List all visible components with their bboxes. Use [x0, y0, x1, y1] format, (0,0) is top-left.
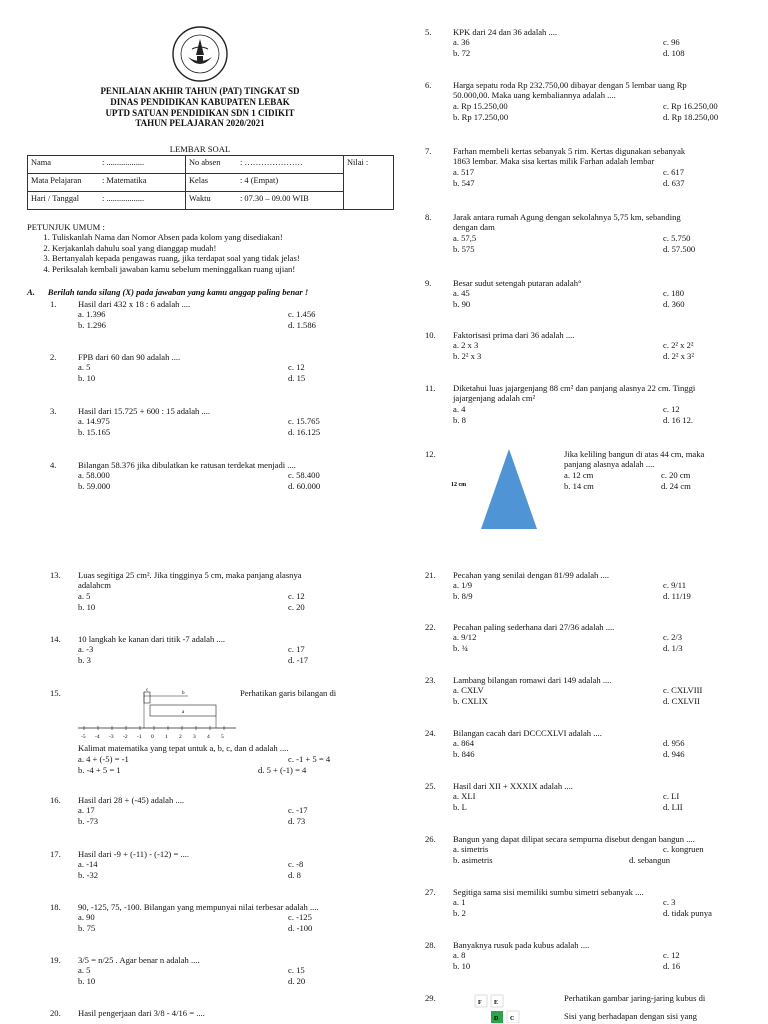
option-d[interactable]: c. 20: [288, 601, 305, 612]
number-line-tick-label: -3: [109, 734, 114, 740]
option-c[interactable]: c. 17: [288, 644, 305, 655]
option-a[interactable]: a. 5: [78, 590, 91, 601]
question-text: Farhan membeli kertas sebanyak 5 rim. Kertas digunakan sebanyak: [453, 146, 686, 156]
isosceles-triangle: [481, 449, 537, 529]
field-absen[interactable]: : …………………: [237, 156, 344, 174]
option-c[interactable]: d. 956: [663, 738, 685, 749]
question-number: 21.: [425, 570, 436, 580]
option-c[interactable]: c. 12: [663, 950, 680, 961]
question-number: 24.: [425, 728, 436, 738]
question-23: [425, 675, 755, 707]
question-text: Pecahan yang senilai dengan 81/99 adalah ....: [453, 570, 610, 580]
question-text-cont: 1863 lembar. Maka sisa kertas milik Farhan adalah lembar: [453, 156, 655, 167]
header-line-1: PENILAIAN AKHIR TAHUN (PAT) TINGKAT SD: [100, 86, 300, 96]
option-a[interactable]: a. Rp 15.250,00: [453, 100, 508, 111]
net-label-d: D: [494, 1016, 499, 1022]
instruction-item: 1. Tuliskanlah Nama dan Nomor Absen pada kolom yang disediakan!: [52, 232, 387, 242]
question-11: [425, 383, 755, 426]
option-b[interactable]: b. -4 + 5 = 1: [78, 765, 121, 775]
option-b[interactable]: b. ¾: [453, 643, 469, 654]
question-4: [50, 460, 380, 492]
question-24: [425, 728, 755, 760]
option-a[interactable]: a. 12 cm: [564, 469, 594, 480]
option-a[interactable]: a. 1.396: [78, 309, 106, 320]
option-d[interactable]: d. 73: [288, 816, 306, 827]
question-text-cont: dengan dam: [453, 222, 495, 233]
tut-wuri-handayani-logo: [170, 25, 230, 83]
question-3: [50, 406, 380, 438]
question-12: [425, 449, 755, 534]
question-number: 8.: [425, 212, 432, 222]
number-line-tick-label: 4: [207, 734, 210, 740]
instruction-item: 3. Bertanyalah kepada pengawas ruang, jika terdapat soal yang tidak jelas!: [52, 253, 387, 263]
option-c[interactable]: c. 12: [288, 362, 305, 373]
option-a[interactable]: a. 5: [78, 965, 91, 976]
option-a[interactable]: a. XLI: [453, 791, 476, 802]
number-line-tick-label: 5: [221, 734, 224, 740]
question-text: Pecahan paling sederhana dari 27/36 adalah ....: [453, 622, 615, 632]
option-b[interactable]: b. 1.296: [78, 320, 106, 331]
option-b[interactable]: b. -73: [78, 816, 99, 827]
option-a[interactable]: a. 9/12: [453, 632, 477, 643]
option-a[interactable]: a. simetris: [453, 844, 489, 855]
option-d[interactable]: d. 1/3: [663, 643, 683, 654]
option-c[interactable]: c. -125: [288, 912, 312, 923]
question-17: [50, 849, 380, 881]
label-kelas: Kelas: [186, 174, 238, 192]
question-8: [425, 212, 755, 255]
field-kelas: : 4 (Empat): [237, 174, 344, 192]
question-text: Harga sepatu roda Rp 232.750,00 dibayar dengan 5 lembar uang Rp: [453, 80, 687, 90]
net-label-e: E: [494, 1000, 499, 1006]
option-b[interactable]: b. 14 cm: [564, 480, 594, 491]
option-c[interactable]: c. CXLVIII: [663, 685, 703, 696]
question-number: 7.: [425, 146, 432, 156]
question-text-cont: Kalimat matematika yang tepat untuk a, b, c, dan d adalah ....: [78, 743, 289, 753]
question-20: [50, 1008, 380, 1018]
option-b[interactable]: b. Rp 17.250,00: [453, 111, 509, 122]
number-line-tick-label: -4: [95, 734, 100, 740]
option-c[interactable]: c. 12: [663, 403, 680, 414]
option-c[interactable]: c. -1 + 5 = 4: [288, 754, 331, 764]
option-a[interactable]: a. 5: [78, 362, 91, 373]
option-a[interactable]: a. 4: [453, 403, 466, 414]
section-a-title: [27, 287, 308, 297]
cube-net-figure: [465, 993, 535, 1023]
option-a[interactable]: a. 36: [453, 37, 470, 48]
question-text: 90, -125, 75, -100. Bilangan yang mempunyai nilai terbesar adalah ....: [78, 902, 319, 912]
question-text: Segitiga sama sisi memiliki sumbu simetri sebanyak ....: [453, 887, 644, 897]
option-b[interactable]: b. 10: [78, 373, 96, 384]
option-a[interactable]: a. 58.000: [78, 470, 110, 481]
question-number: 9.: [425, 278, 432, 288]
option-c[interactable]: c. 96: [663, 37, 680, 48]
option-d[interactable]: d. 2² x 3²: [663, 351, 694, 362]
option-b[interactable]: b. 3: [78, 655, 91, 666]
option-a[interactable]: a. 1/9: [453, 580, 473, 591]
option-a[interactable]: a. 864: [453, 738, 475, 749]
header-line-2: DINAS PENDIDIKAN KABUPATEN LEBAK: [110, 96, 290, 107]
option-a[interactable]: a. CXLV: [453, 685, 484, 696]
field-mapel: : Matematika: [99, 174, 186, 192]
number-line-tick-label: 1: [165, 734, 168, 740]
section-text: Berilah tanda silang (X) pada jawaban yang kamu anggap paling benar !: [47, 287, 309, 297]
question-26: [425, 834, 755, 866]
question-text: Hasil pengerjaan dari 3/8 - 4/16 = ....: [78, 1008, 205, 1018]
label-waktu: Waktu: [186, 192, 238, 210]
option-d[interactable]: d. 637: [663, 177, 685, 188]
question-text: Luas segitiga 25 cm². Jika tingginya 5 cm, maka panjang alasnya: [78, 570, 302, 580]
option-c[interactable]: c. 617: [663, 166, 685, 177]
number-line-tick-label: 3: [193, 734, 196, 740]
question-text: Hasil dari -9 + (-11) - (-12) = ....: [78, 849, 190, 859]
question-text: Bilangan 58.376 jika dibulatkan ke ratusan terdekat menjadi ....: [78, 460, 296, 470]
option-d[interactable]: d. CXLVII: [663, 696, 700, 707]
label-nama: Nama: [28, 156, 100, 174]
label-c: c: [146, 688, 149, 693]
question-number: 16.: [50, 795, 61, 805]
option-d[interactable]: d. -100: [288, 923, 313, 934]
question-text: Banyaknya rusuk pada kubus adalah ....: [453, 940, 590, 950]
option-c[interactable]: c. -8: [288, 859, 304, 870]
question-text: Bangun yang dapat dilipat secara sempurna disebut dengan bangun ....: [453, 834, 695, 844]
option-a[interactable]: a. 8: [453, 950, 466, 961]
option-c[interactable]: c. 15: [288, 965, 305, 976]
question-text-cont: 50.000,00. Maka uang kembaliannya adalah ....: [453, 90, 616, 101]
field-hari[interactable]: : ..................: [99, 192, 186, 210]
option-d[interactable]: d. LII: [663, 802, 683, 813]
question-15: [50, 688, 380, 783]
option-b[interactable]: b. L: [453, 802, 467, 813]
option-d[interactable]: d. sebangun: [629, 855, 671, 866]
general-instructions: [27, 222, 387, 274]
question-10: [425, 330, 755, 362]
instruction-item: 4. Periksalah kembali jawaban kamu sebelum meninggalkan ruang ujian!: [52, 264, 387, 274]
option-b[interactable]: b. 90: [453, 299, 471, 310]
option-a[interactable]: a. 4 + (-5) = -1: [78, 754, 129, 764]
question-number: 19.: [50, 955, 61, 965]
question-2: [50, 352, 380, 384]
question-text: Hasil dari 432 x 18 : 6 adalah ....: [78, 299, 191, 309]
option-d[interactable]: d. 11/19: [663, 591, 691, 602]
arrow-c-box: [144, 692, 150, 703]
question-19: [50, 955, 380, 987]
option-b[interactable]: b. 846: [453, 749, 475, 760]
option-d[interactable]: d. 20: [288, 976, 306, 987]
question-number: 15.: [50, 688, 61, 698]
option-c[interactable]: c. 15.765: [288, 416, 320, 427]
option-b[interactable]: b. 547: [453, 177, 475, 188]
question-text: Besar sudut setengah putaran adalah°: [453, 278, 582, 288]
question-text: Hasil dari 28 + (-45) adalah ....: [78, 795, 185, 805]
question-21: [425, 570, 755, 602]
option-b[interactable]: b. CXLIX: [453, 696, 488, 707]
question-14: [50, 634, 380, 666]
option-d[interactable]: d. 1.586: [288, 320, 316, 331]
option-b[interactable]: b. 10: [78, 601, 96, 612]
header-line-4: TAHUN PELAJARAN 2020/2021: [135, 118, 265, 129]
question-number: 22.: [425, 622, 436, 632]
option-c[interactable]: c. 12: [288, 590, 305, 601]
option-d[interactable]: d. 60.000: [288, 481, 321, 492]
option-d[interactable]: d. 57.500: [663, 243, 696, 254]
option-a[interactable]: a. 2 x 3: [453, 340, 479, 351]
option-a[interactable]: a. 57,5: [453, 232, 477, 243]
option-d[interactable]: d. 24 cm: [661, 480, 691, 491]
option-a[interactable]: a. 14.975: [78, 416, 110, 427]
option-c[interactable]: c. 9/11: [663, 580, 687, 591]
option-c[interactable]: c. 20 cm: [661, 469, 691, 480]
section-label: A.: [27, 287, 35, 297]
question-number: 29.: [425, 993, 436, 1003]
label-mapel: Mata Pelajaran: [28, 174, 100, 192]
question-1: [50, 299, 380, 331]
question-text: Hasil dari XII + XXXIX adalah ....: [453, 781, 573, 791]
number-line-tick-label: 0: [151, 734, 154, 740]
question-text: Lambang bilangan romawi dari 149 adalah ....: [453, 675, 612, 685]
label-hari: Hari / Tanggal: [28, 192, 100, 210]
option-b[interactable]: b. 2² x 3: [453, 351, 482, 362]
question-number: 14.: [50, 634, 61, 644]
number-line-tick-label: -5: [81, 734, 86, 740]
question-number: 4.: [50, 460, 57, 470]
question-text: Perhatikan garis bilangan di: [240, 688, 337, 698]
option-b[interactable]: b. 75: [78, 923, 96, 934]
student-info-table: [27, 155, 394, 210]
question-number: 6.: [425, 80, 432, 90]
question-text: Hasil dari 15.725 + 600 : 15 adalah ....: [78, 406, 211, 416]
question-number: 28.: [425, 940, 436, 950]
option-b[interactable]: b. 10: [78, 976, 96, 987]
option-c[interactable]: c. 2/3: [663, 632, 683, 643]
option-d[interactable]: d. 16 12.: [663, 414, 694, 425]
question-text: 3/5 = n/25 . Agar benar n adalah ....: [78, 955, 200, 965]
option-c[interactable]: c. 5.750: [663, 232, 691, 243]
question-number: 27.: [425, 887, 436, 897]
net-label-c: C: [510, 1016, 515, 1022]
question-text: Diketahui luas jajargenjang 88 cm² dan panjang alasnya 22 cm. Tinggi: [453, 383, 696, 393]
option-a[interactable]: a. -3: [78, 644, 94, 655]
option-d[interactable]: d. Rp 18.250,00: [663, 111, 719, 122]
question-25: [425, 781, 755, 813]
option-c[interactable]: c. 58.400: [288, 470, 320, 481]
option-b[interactable]: b. 72: [453, 48, 471, 59]
option-d[interactable]: d. -17: [288, 655, 309, 666]
question-text: KPK dari 24 dan 36 adalah ....: [453, 27, 558, 37]
option-d[interactable]: d. 15: [288, 373, 306, 384]
option-a[interactable]: a. 17: [78, 805, 95, 816]
question-number: 1.: [50, 299, 57, 309]
question-16: [50, 795, 380, 827]
option-c[interactable]: c. -17: [288, 805, 308, 816]
question-number: 3.: [50, 406, 57, 416]
question-number: 11.: [425, 383, 436, 393]
option-d[interactable]: d. tidak punya: [663, 908, 712, 919]
label-absen: No absen: [186, 156, 238, 174]
option-b[interactable]: b. 8: [453, 414, 466, 425]
question-5: [425, 27, 755, 59]
question-6: [425, 80, 755, 123]
option-c[interactable]: c. 1.456: [288, 309, 316, 320]
question-text: Perhatikan gambar jaring-jaring kubus di: [564, 993, 706, 1003]
question-27: [425, 887, 755, 919]
option-b[interactable]: b. 15.165: [78, 427, 111, 438]
number-line-tick-label: -2: [123, 734, 128, 740]
question-28: [425, 940, 755, 972]
question-7: [425, 146, 755, 189]
option-c[interactable]: c. Rp 16.250,00: [663, 100, 718, 111]
question-number: 18.: [50, 902, 61, 912]
label-b: b: [182, 691, 185, 696]
option-d[interactable]: d. 8: [288, 870, 301, 881]
option-b[interactable]: b. 8/9: [453, 591, 473, 602]
question-22: [425, 622, 755, 654]
option-b[interactable]: b. 59.000: [78, 481, 111, 492]
net-label-f: F: [478, 1000, 482, 1006]
question-text-cont: jajargenjang adalah cm²: [453, 393, 536, 404]
field-nama[interactable]: : ..................: [99, 156, 186, 174]
instructions-title: PETUNJUK UMUM :: [27, 222, 105, 232]
instruction-item: 2. Kerjakanlah dahulu soal yang dianggap mudah!: [52, 243, 387, 253]
question-text: 10 langkah ke kanan dari titik -7 adalah ....: [78, 634, 226, 644]
question-text-cont: Sisi yang berhadapan dengan sisi yang: [564, 1011, 697, 1022]
triangle-figure: [449, 449, 549, 531]
side-label: 12 cm: [451, 482, 467, 488]
option-c[interactable]: c. 3: [663, 897, 676, 908]
question-29: [425, 993, 755, 1023]
option-d[interactable]: d. 16: [663, 961, 681, 972]
exam-header: [40, 86, 360, 129]
option-a[interactable]: a. -14: [78, 859, 98, 870]
option-b[interactable]: b. -32: [78, 870, 99, 881]
question-number: 17.: [50, 849, 61, 859]
option-c[interactable]: c. 2² x 2²: [663, 340, 694, 351]
question-number: 26.: [425, 834, 436, 844]
option-b[interactable]: b. 2: [453, 908, 466, 919]
option-d[interactable]: d. 5 + (-1) = 4: [258, 765, 307, 775]
question-text: Jika keliling bangun di atas 44 cm, maka: [564, 449, 705, 459]
option-c[interactable]: c. 180: [663, 288, 685, 299]
question-text: FPB dari 60 dan 90 adalah ....: [78, 352, 181, 362]
option-a[interactable]: a. 45: [453, 288, 470, 299]
question-number: 10.: [425, 330, 436, 340]
question-number: 5.: [425, 27, 432, 37]
header-line-3: UPTD SATUAN PENDIDIKAN SDN 1 CIDIKIT: [105, 107, 295, 118]
option-a[interactable]: a. 517: [453, 166, 475, 177]
question-number: 13.: [50, 570, 61, 580]
question-text: Faktorisasi prima dari 36 adalah ....: [453, 330, 575, 340]
question-text-cont: adalahcm: [78, 580, 111, 591]
question-text: Jarak antara rumah Agung dengan sekolahnya 5,75 km, sebanding: [453, 212, 681, 222]
number-line-tick-label: 2: [179, 734, 182, 740]
field-waktu: : 07.30 – 09.00 WIB: [237, 192, 344, 210]
question-number: 2.: [50, 352, 57, 362]
question-13: [50, 570, 380, 613]
question-number: 25.: [425, 781, 436, 791]
question-text-cont: panjang alasnya adalah ....: [564, 459, 655, 470]
option-c[interactable]: c. kongruen: [663, 844, 704, 855]
option-d[interactable]: d. 946: [663, 749, 685, 760]
option-a[interactable]: a. 90: [78, 912, 95, 923]
question-number: 20.: [50, 1008, 61, 1018]
label-a: a: [182, 710, 185, 715]
question-18: [50, 902, 380, 934]
option-a[interactable]: a. 1: [453, 897, 466, 908]
question-9: [425, 278, 755, 310]
option-b[interactable]: b. 575: [453, 243, 475, 254]
option-c[interactable]: c. LI: [663, 791, 680, 802]
option-d[interactable]: d. 360: [663, 299, 685, 310]
number-line-figure: [78, 688, 238, 740]
question-text: Bilangan cacah dari DCCCXLVI adalah ....: [453, 728, 602, 738]
option-b[interactable]: b. asimetris: [453, 855, 493, 866]
question-number: 23.: [425, 675, 436, 685]
option-b[interactable]: b. 10: [453, 961, 471, 972]
option-d[interactable]: d. 108: [663, 48, 685, 59]
question-number: 12.: [425, 449, 436, 459]
field-nilai[interactable]: Nilai :: [344, 156, 394, 210]
number-line-tick-label: -1: [137, 734, 142, 740]
option-d[interactable]: d. 16.125: [288, 427, 321, 438]
sheet-title: LEMBAR SOAL: [169, 144, 231, 154]
